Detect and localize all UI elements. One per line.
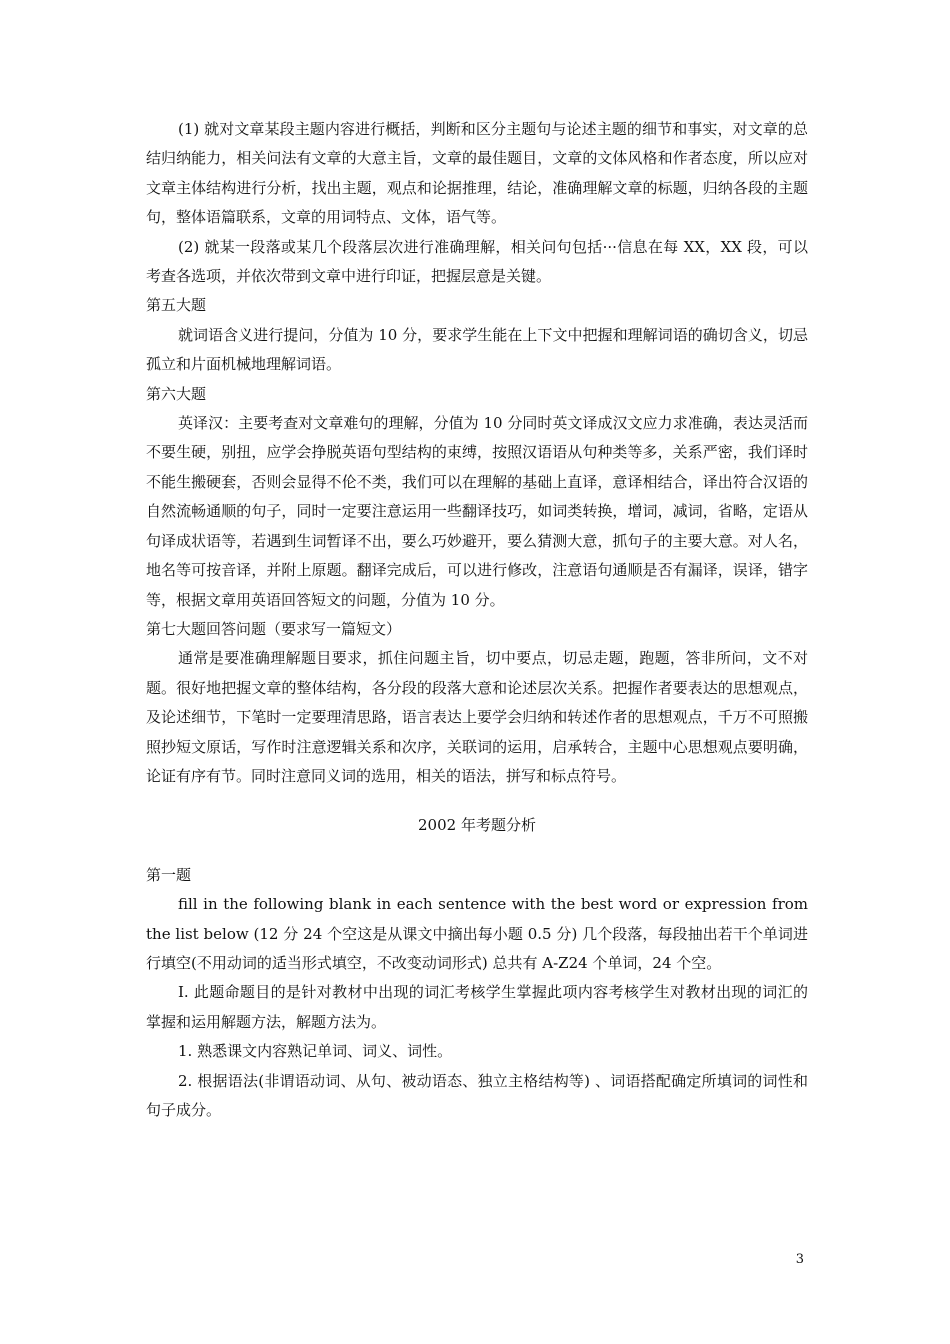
document-body [146, 115, 808, 1125]
part1-step-2: 2. 根据语法(非谓语动词、从句、被动语态、独立主格结构等) 、词语搭配确定所填词的词性和句子成分。 [146, 1071, 808, 1119]
paragraph-summary-point-2: (2) 就某一段落或某几个段落层次进行准确理解，相关问句包括···信息在每 XX，XX 段，可以考查各选项，并依次带到文章中进行印证，把握层意是关键。 [146, 237, 808, 286]
part1-heading: 第一题 [146, 865, 192, 884]
part1-step-1: 1. 熟悉课文内容熟记单词、词义、词性。 [178, 1042, 453, 1061]
part1-point-I: I. 此题命题目的是针对教材中出现的词汇考核学生掌握此项内容考核学生对教材出现的词汇的掌握和运用解题方法，解题方法为。 [146, 983, 808, 1031]
section-heading-5: 第五大题 [146, 296, 207, 315]
analysis-title: 2002 年考题分析 [418, 816, 536, 835]
section-body-5: 就词语含义进行提问，分值为 10 分，要求学生能在上下文中把握和理解词语的确切含义，切忌孤立和片面机械地理解词语。 [146, 325, 808, 374]
section-heading-7: 第七大题回答问题（要求写一篇短文） [146, 619, 402, 638]
section-heading-6: 第六大题 [146, 384, 207, 403]
part1-instruction: fill in the following blank in each sentence with the best word or expression from the list below (12 分 24 个空这是从课文中摘出每小题 0.5 分) 几个段落，每段抽出若干个单词进行填空(不用动词的适当形式填空，不改变动词形式) 总共有 A-Z24 个单词，24 个空。 [146, 895, 808, 972]
page-number: 3 [795, 1252, 804, 1267]
section-body-6: 英译汉：主要考查对文章难句的理解，分值为 10 分同时英文译成汉文应力求准确，表达灵活而不要生硬，别扭，应学会挣脱英语句型结构的束缚，按照汉语语从句种类等多，关系严密，我们译时不能生搬硬套，否则会显得不伦不类，我们可以在理解的基础上直译，意译相结合，译出符合汉语的自然流畅通顺的句子，同时一定要注意运用一些翻译技巧，如词类转换，增词，减词，省略，定语从句译成状语等，若遇到生词暂译不出，要么巧妙避开，要么猜测大意，抓句子的主要大意。对人名，地名等可按音译，并附上原题。翻译完成后，可以进行修改，注意语句通顺是否有漏译，误译，错字等，根据文章用英语回答短文的问题，分值为 10 分。 [146, 414, 808, 609]
section-body-7: 通常是要准确理解题目要求，抓住问题主旨，切中要点，切忌走题，跑题，答非所问，文不对题。很好地把握文章的整体结构，各分段的段落大意和论述层次关系。把握作者要表达的思想观点，及论述细节，下笔时一定要理清思路，语言表达上要学会归纳和转述作者的思想观点，千万不可照搬照抄短文原话，写作时注意逻辑关系和次序，关联词的运用，启承转合，主题中心思想观点要明确，论证有序有节。同时注意同义词的选用，相关的语法，拼写和标点符号。 [146, 649, 808, 785]
paragraph-summary-point-1: (1) 就对文章某段主题内容进行概括，判断和区分主题句与论述主题的细节和事实，对文章的总结归纳能力，相关问法有文章的大意主旨，文章的最佳题目，文章的文体风格和作者态度，所以应对文章主体结构进行分析，找出主题，观点和论据推理，结论，准确理解文章的标题，归纳各段的主题句，整体语篇联系，文章的用词特点、文体，语气等。 [146, 120, 808, 227]
